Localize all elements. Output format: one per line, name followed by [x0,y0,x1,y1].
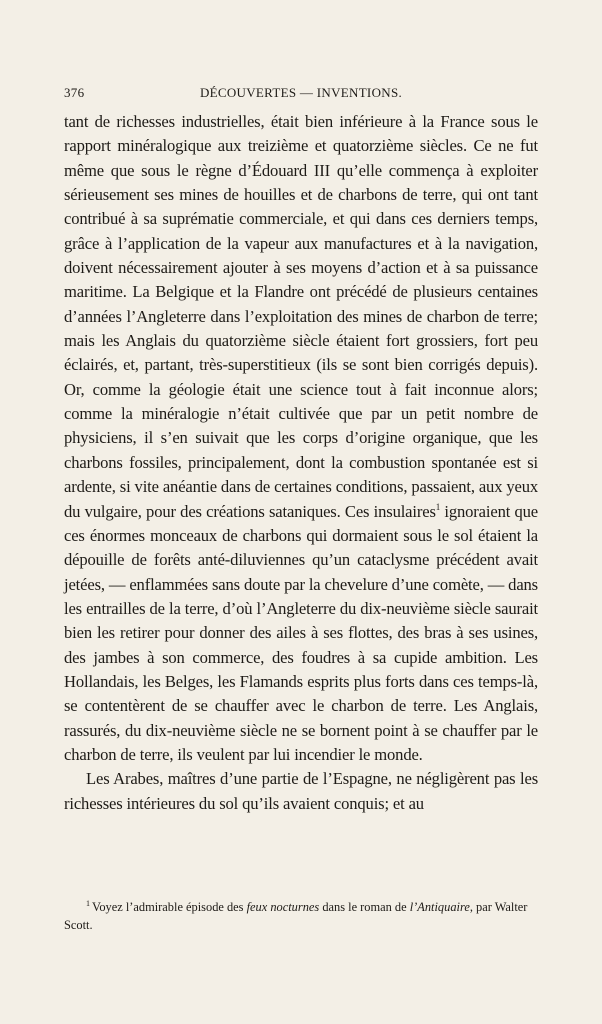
footnote-text-middle: dans le roman de [319,900,410,914]
paragraph-2: Les Arabes, maîtres d’une partie de l’Espagne, ne négligèrent pas les richesses intérieures du sol qu’ils avaient conquis; et au [64,769,538,813]
footnote-italic-novel: l’Antiquaire [409,900,470,914]
footnote-italic-episode: feux nocturnes [246,900,320,914]
footnote-text-end: , par Walter Scott. [64,900,528,932]
page-number: 376 [64,85,85,100]
footnote-reference: 1 [435,501,441,512]
footnote [64,898,538,934]
paragraph-1 [64,110,538,767]
running-title: DÉCOUVERTES — INVENTIONS. [199,85,403,100]
footnote-mark: 1 [86,899,90,908]
paragraph-1-text: tant de richesses industrielles, était bien inférieure à la France sous le rapport minéralogique aux treizième et quatorzième siècles. Ce ne fut même que sous le règne d’Édouard III qu’elle commença à exploiter sérieusement ses mines de houilles et de charbons de terre, qui ont tant contribué à sa suprématie commerciale, et qui dans ces derniers temps, grâce à l’application de la vapeur aux manufactures et à la navigation, doivent nécessairement ajouter à ses moyens d’action et à sa puissance maritime. La Belgique et la Flandre ont précédé de plusieurs centaines d’années l’Angleterre dans l’exploitation des mines de charbon de terre; mais les Anglais du quatorzième siècle étaient fort grossiers, fort peu éclairés, et, partant, très-superstitieux (ils se sont bien corrigés depuis). Or, comme la géologie était une science tout à fait inconnue alors; comme la minéralogie n’était cultivée que par un petit nombre de physiciens, il s’en suivait que les corps d’origine organique, que les charbons fossiles, principalement, dont la combustion spontanée est si ardente, si vite anéantie dans de certaines conditions, passaient, aux yeux du vulgaire, pour des créations sataniques. Ces insulaires [64,112,538,521]
body-text [64,110,538,816]
paragraph-1-text-continued: ignoraient que ces énormes monceaux de charbons qui dormaient sous le sol étaient la dépouille de forêts anté-diluviennes qu’un cataclysme précédent avait jetées, — enflammées sans doute par la chevelure d’une comète, — dans les entrailles de la terre, d’où l’Angleterre du dix-neuvième siècle saurait bien les retirer pour donner des ailes à ses flottes, des bras à ses usines, des jambes à son commerce, des foudres à sa cupide ambition. Les Hollandais, les Belges, les Flamands esprits plus forts dans ces temps-là, se contentèrent de se chauffer avec le charbon de terre. Les Anglais, rassurés, du dix-neuvième siècle ne se bornent point à se chauffer par le charbon de terre, ils veulent par lui incendier le monde. [64,501,538,764]
footnote-text-start: Voyez l’admirable épisode des [92,900,247,914]
